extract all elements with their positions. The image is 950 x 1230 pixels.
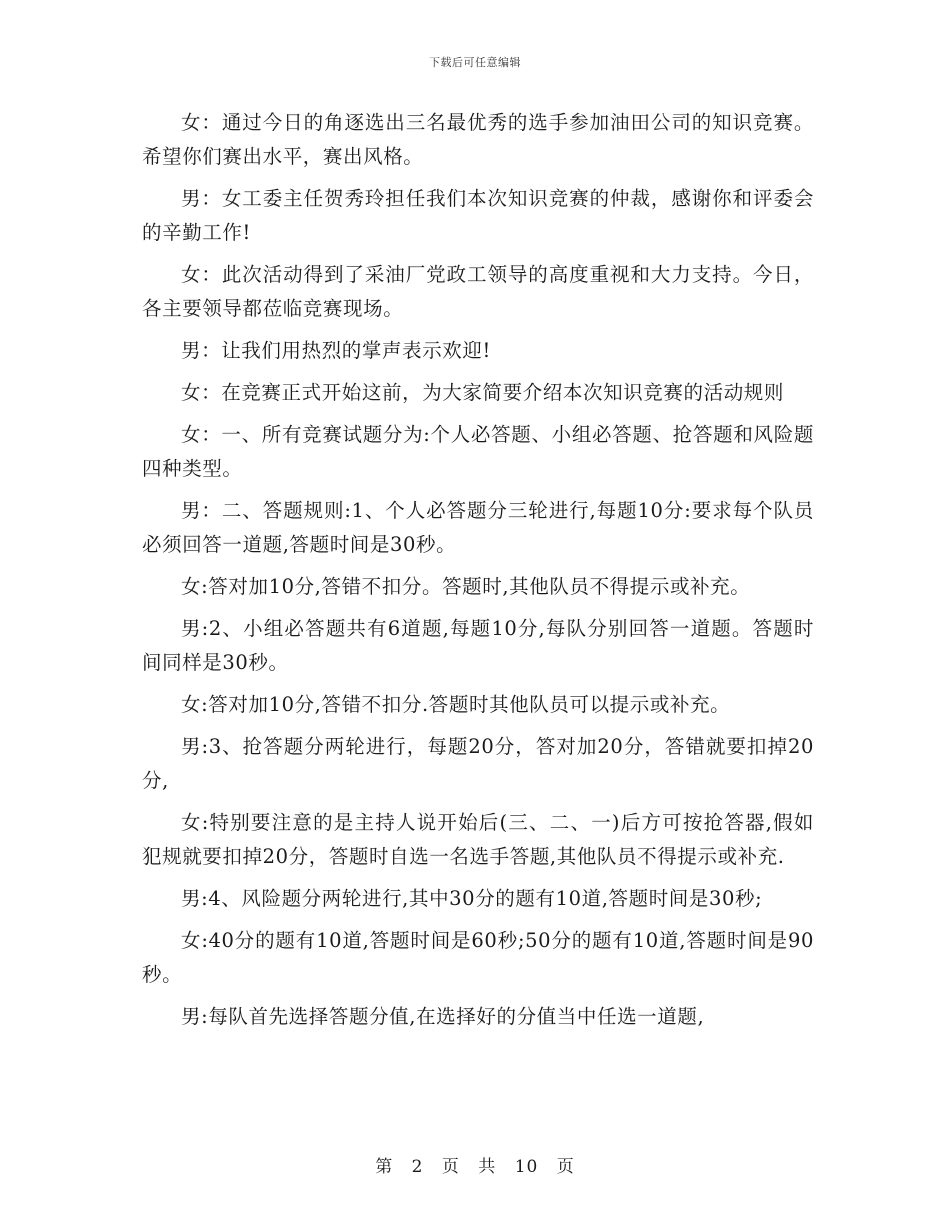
paragraph: 男:2、小组必答题共有6道题,每题10分,每队分别回答一道题。答题时间同样是30秒。 bbox=[142, 617, 814, 674]
paragraph: 女:答对加10分,答错不扣分。答题时,其他队员不得提示或补充。 bbox=[181, 575, 751, 598]
paragraph: 女：通过今日的角逐选出三名最优秀的选手参加油田公司的知识竞赛。希望你们赛出水平，赛出风格。 bbox=[142, 111, 814, 168]
body-text bbox=[142, 106, 814, 1042]
footer-suffix: 页 bbox=[556, 1157, 575, 1177]
paragraph: 男:3、抢答题分两轮进行，每题20分，答对加20分，答错就要扣掉20分, bbox=[142, 735, 814, 792]
footer-total-word: 共 bbox=[478, 1157, 497, 1177]
paragraph: 男：让我们用热烈的掌声表示欢迎! bbox=[181, 339, 491, 362]
header-note: 下载后可任意编辑 bbox=[429, 56, 521, 69]
footer-page-word: 页 bbox=[441, 1157, 460, 1177]
paragraph: 男：二、答题规则:1、个人必答题分三轮进行,每题10分:要求每个队员必须回答一道题,答题时间是30秒。 bbox=[142, 499, 814, 556]
paragraph: 女:特别要注意的是主持人说开始后(三、二、一)后方可按抢答器,假如犯规就要扣掉20分，答题时自选一名选手答题,其他队员不得提示或补充. bbox=[142, 811, 814, 868]
paragraph: 男：女工委主任贺秀玲担任我们本次知识竞赛的仲裁，感谢你和评委会的辛勤工作! bbox=[142, 187, 814, 244]
page-number-footer bbox=[0, 1152, 950, 1177]
paragraph: 女:40分的题有10道,答题时间是60秒;50分的题有10道,答题时间是90秒。 bbox=[142, 929, 814, 986]
paragraph: 女：此次活动得到了采油厂党政工领导的高度重视和大力支持。今日，各主要领导都莅临竞赛现场。 bbox=[142, 263, 814, 320]
footer-prefix: 第 bbox=[375, 1157, 394, 1177]
paragraph: 女：在竞赛正式开始这前，为大家简要介绍本次知识竞赛的活动规则 bbox=[181, 381, 785, 404]
footer-total-pages: 10 bbox=[514, 1157, 539, 1177]
paragraph: 男:每队首先选择答题分值,在选择好的分值当中任选一道题, bbox=[181, 1005, 705, 1028]
paragraph: 女:答对加10分,答错不扣分.答题时其他队员可以提示或补充。 bbox=[181, 693, 731, 716]
footer-current-page: 2 bbox=[411, 1157, 424, 1177]
paragraph: 男:4、风险题分两轮进行,其中30分的题有10道,答题时间是30秒; bbox=[181, 887, 763, 910]
paragraph: 女：一、所有竞赛试题分为:个人必答题、小组必答题、抢答题和风险题四种类型。 bbox=[142, 423, 814, 480]
